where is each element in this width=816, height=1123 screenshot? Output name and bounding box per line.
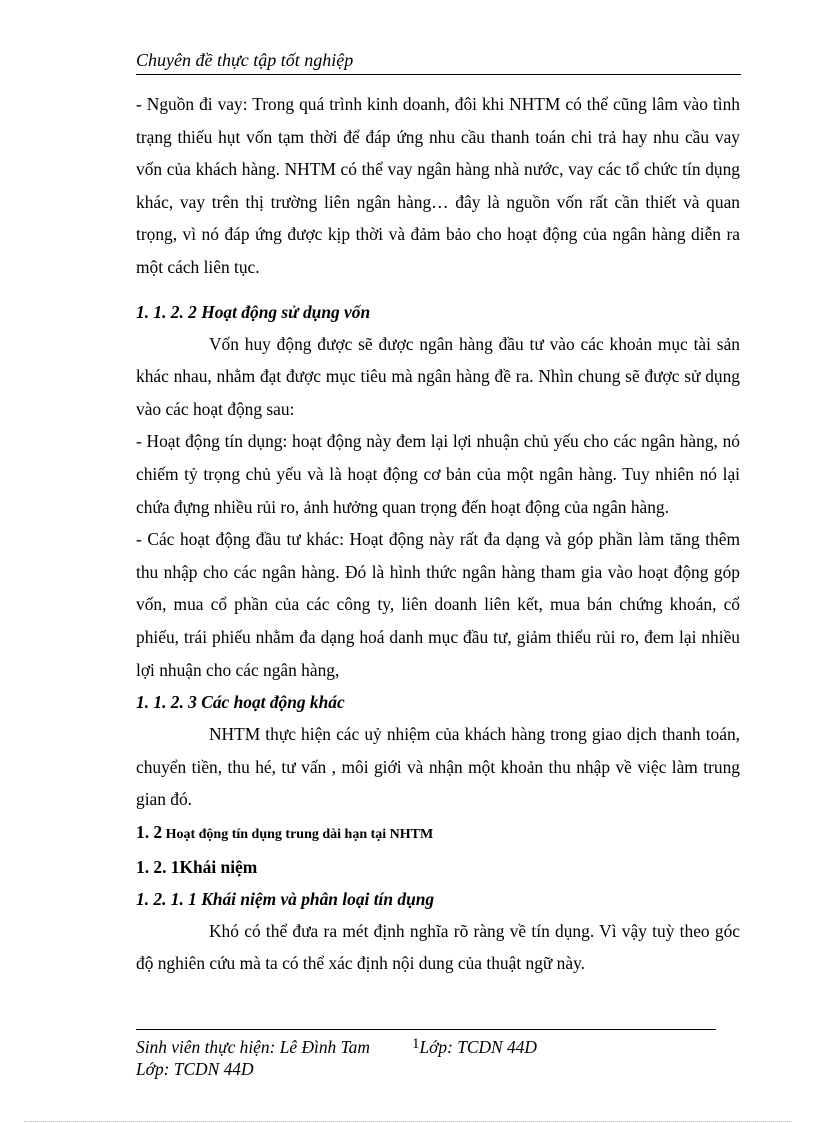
footer-class: Lớp: TCDN 44D [419, 1037, 537, 1057]
heading-1-2 [136, 816, 740, 851]
heading-1-2-1: 1. 2. 1Khái niệm [136, 856, 258, 877]
paragraph-kho-co-the: Khó có thể đưa ra mét định nghĩa rõ ràng về tín dụng. Vì vậy tuỳ theo góc độ nghiên cứu mà ta có thể xác định nội dung của thuật ngữ này. [136, 920, 740, 974]
footer-row-1 [136, 1033, 736, 1058]
footer-row-2 [136, 1058, 736, 1080]
heading-1-2-text: Hoạt động tín dụng trung dài hạn tại NHTM [162, 826, 434, 842]
page-header: Chuyên đề thực tập tốt nghiệp [136, 48, 741, 75]
heading-1-2-1-1: 1. 2. 1. 1 Khái niệm và phân loại tín dụng [136, 888, 435, 909]
paragraph-hoat-dong-tin-dung: - Hoạt động tín dụng: hoạt động này đem lại lợi nhuận chủ yếu cho các ngân hàng, nó chiếm tỷ trọng chủ yếu và là hoạt động cơ bản của một ngân hàng. Tuy nhiên nó lại chứa đựng nhiều rủi ro, ảnh hưởng quan trọng đến hoạt động của ngân hàng. [136, 431, 740, 517]
paragraph-nhtm-uy-nhiem: NHTM thực hiện các uỷ nhiệm của khách hàng trong giao dịch thanh toán, chuyển tiền, thu hé, tư vấn , môi giới và nhận một khoản thu nhập về việc làm trung gian đó. [136, 724, 740, 810]
footer-page-number: 1 [411, 1036, 420, 1052]
footer-student: Sinh viên thực hiện: Lê Đình Tam [136, 1037, 370, 1057]
heading-1-1-2-2: 1. 1. 2. 2 Hoạt động sử dụng vốn [136, 301, 371, 322]
page-footer [136, 1033, 736, 1080]
footer-divider [136, 1029, 716, 1030]
paragraph-dau-tu-khac: - Các hoạt động đầu tư khác: Hoạt động này rất đa dạng và góp phần làm tăng thêm thu nhập cho các ngân hàng. Đó là hình thức ngân hàng tham gia vào hoạt động góp vốn, mua cổ phần của các công ty, liên doanh liên kết, mua bán chứng khoán, cổ phiếu, trái phiếu nhằm đa dạng hoá danh mục đầu tư, giảm thiểu rủi ro, đem lại nhiều lợi nhuận cho các ngân hàng, [136, 529, 740, 680]
heading-1-2-number: 1. 2 [136, 821, 163, 842]
page-bottom-border [24, 1121, 792, 1122]
paragraph-von-huy-dong: Vốn huy động được sẽ được ngân hàng đầu tư vào các khoản mục tài sản khác nhau, nhằm đạt được mục tiêu mà ngân hàng đề ra. Nhìn chung sẽ được sử dụng vào các hoạt động sau: [136, 333, 740, 419]
page-content [136, 88, 740, 980]
heading-1-1-2-3: 1. 1. 2. 3 Các hoạt động khác [136, 692, 345, 713]
footer-class-2: Lớp: TCDN 44D [136, 1059, 254, 1079]
paragraph-nguon-di-vay: - Nguồn đi vay: Trong quá trình kinh doanh, đôi khi NHTM có thể cũng lâm vào tình trạng thiếu hụt vốn tạm thời để đáp ứng nhu cầu thanh toán chi trả hay nhu cầu vay vốn của khách hàng. NHTM có thể vay ngân hàng nhà nước, vay các tổ chức tín dụng khác, vay trên thị trường liên ngân hàng… đây là nguồn vốn rất cần thiết và quan trọng, vì nó đáp ứng được kịp thời và đảm bảo cho hoạt động của ngân hàng diễn ra một cách liên tục. [136, 94, 740, 277]
